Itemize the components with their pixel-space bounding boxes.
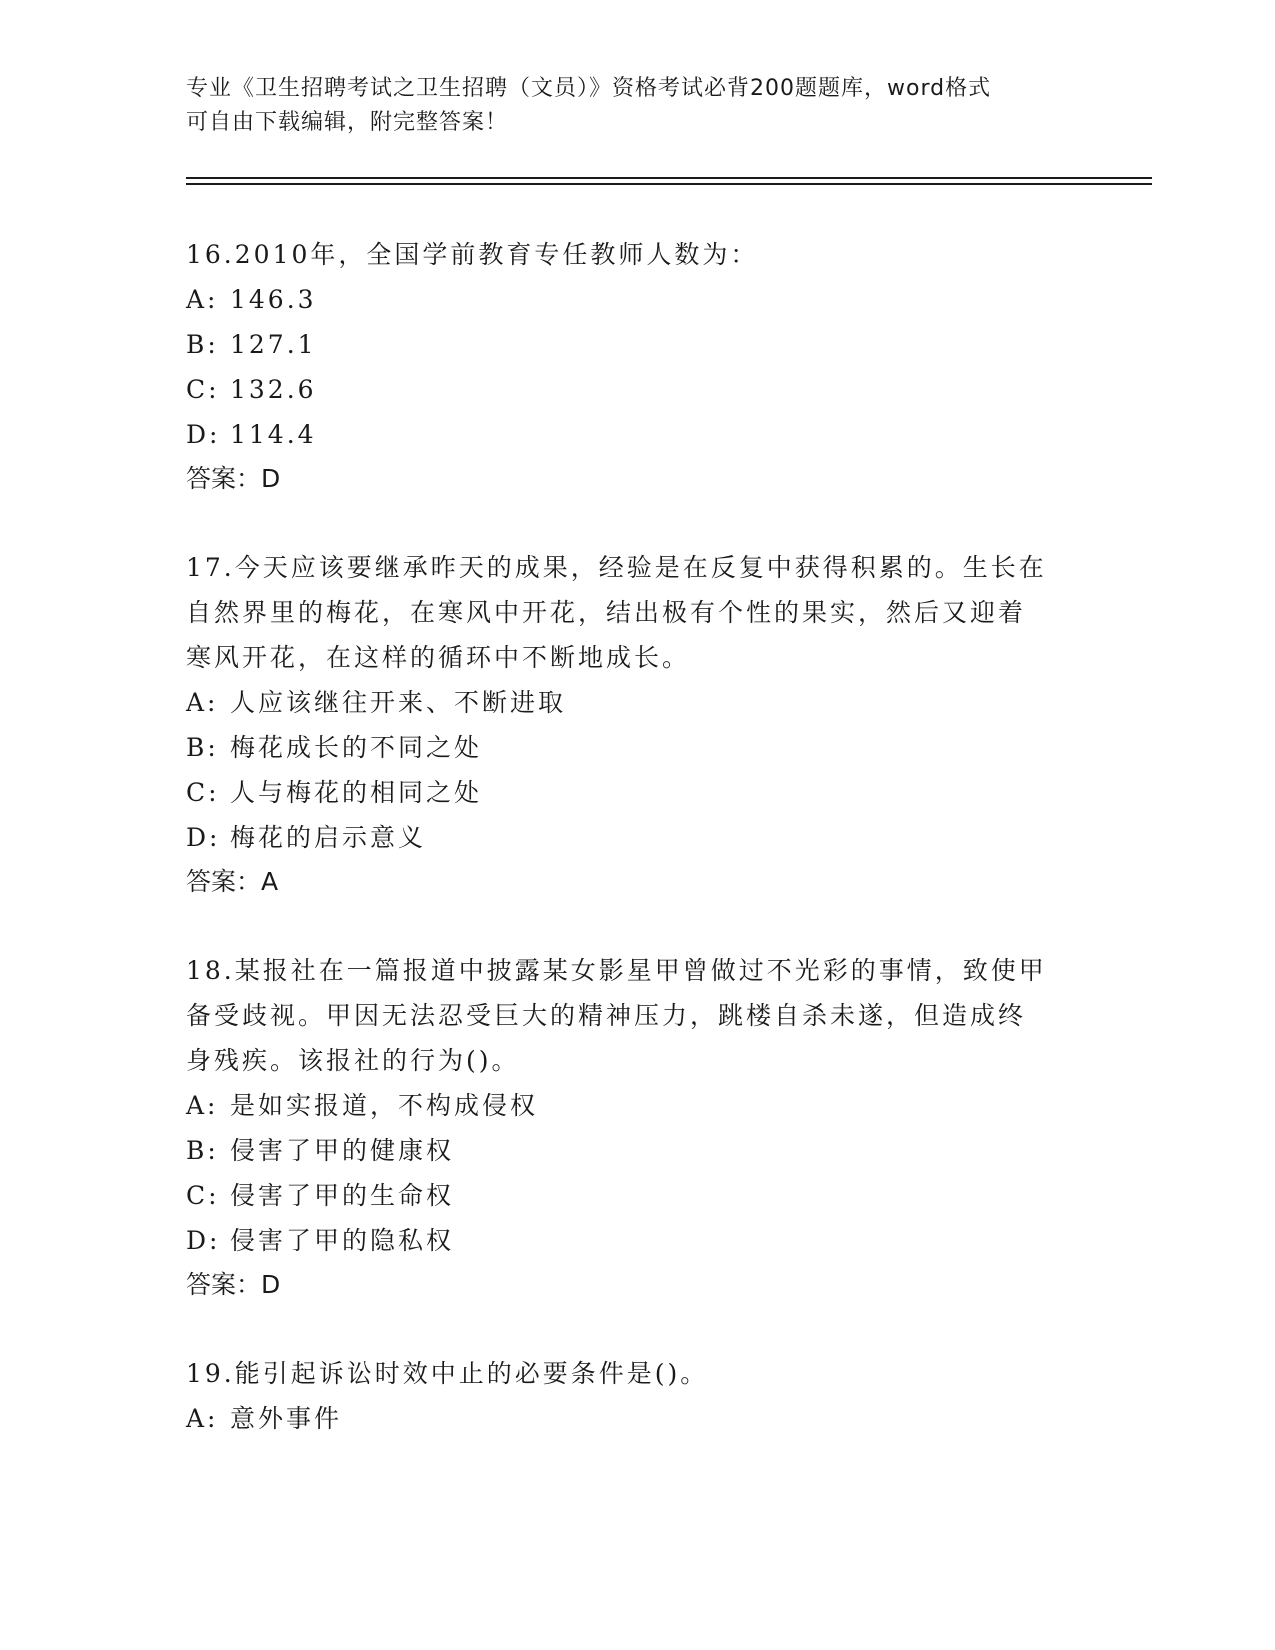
option-text: 人应该继往开来、不断进取: [230, 688, 567, 717]
option-c: [186, 770, 1086, 815]
question-stem-line: 自然界里的梅花，在寒风中开花，结出极有个性的果实，然后又迎着: [186, 598, 1027, 627]
option-c: [186, 1173, 1086, 1218]
option-text: 意外事件: [230, 1404, 343, 1433]
option-text: 侵害了甲的生命权: [230, 1181, 455, 1210]
option-key: C:: [186, 1181, 220, 1210]
option-text: 侵害了甲的健康权: [230, 1136, 455, 1165]
option-d: [186, 412, 1086, 457]
option-d: [186, 815, 1086, 860]
question-17: [186, 545, 1086, 904]
option-key: A:: [186, 285, 219, 314]
question-stem-line: 身残疾。该报社的行为()。: [186, 1046, 520, 1075]
option-a: [186, 1083, 1086, 1128]
option-text: 梅花成长的不同之处: [230, 733, 483, 762]
answer-line: 答案：D: [186, 464, 281, 493]
option-key: B:: [186, 1136, 219, 1165]
option-a: [186, 1396, 1086, 1441]
question-18: [186, 948, 1086, 1307]
option-text: 146.3: [230, 285, 317, 314]
option-key: B:: [186, 330, 219, 359]
option-text: 127.1: [230, 330, 317, 359]
option-key: C:: [186, 778, 220, 807]
option-key: D:: [186, 420, 221, 449]
option-c: [186, 367, 1086, 412]
option-b: [186, 725, 1086, 770]
option-text: 是如实报道，不构成侵权: [230, 1091, 539, 1120]
option-key: C:: [186, 375, 220, 404]
question-stem-line: 18.某报社在一篇报道中披露某女影星甲曾做过不光彩的事情，致使甲: [186, 956, 1047, 985]
question-16: [186, 232, 1086, 501]
question-stem-line: 19.能引起诉讼时效中止的必要条件是()。: [186, 1359, 709, 1388]
question-stem-line: 寒风开花，在这样的循环中不断地成长。: [186, 643, 691, 672]
option-key: B:: [186, 733, 219, 762]
question-stem-line: 16.2010年，全国学前教育专任教师人数为：: [186, 240, 759, 269]
header-title-line-2: 可自由下载编辑，附完整答案！: [186, 110, 509, 135]
option-d: [186, 1218, 1086, 1263]
option-a: [186, 277, 1086, 322]
answer-line: 答案：D: [186, 1270, 281, 1299]
option-text: 人与梅花的相同之处: [230, 778, 483, 807]
question-stem-line: 备受歧视。甲因无法忍受巨大的精神压力，跳楼自杀未遂，但造成终: [186, 1001, 1027, 1030]
option-text: 梅花的启示意义: [230, 823, 427, 852]
option-key: D:: [186, 1226, 221, 1255]
answer-line: 答案：A: [186, 867, 279, 896]
option-text: 132.6: [230, 375, 317, 404]
header-divider-top: [186, 177, 1152, 179]
document-header: [186, 72, 1066, 140]
question-19: [186, 1351, 1086, 1441]
option-b: [186, 322, 1086, 367]
option-key: A:: [186, 688, 219, 717]
option-b: [186, 1128, 1086, 1173]
option-text: 114.4: [230, 420, 317, 449]
option-key: A:: [186, 1091, 219, 1120]
header-title-line-1: 专业《卫生招聘考试之卫生招聘（文员）》资格考试必背200题题库，word格式: [186, 76, 992, 101]
question-stem-line: 17.今天应该要继承昨天的成果，经验是在反复中获得积累的。生长在: [186, 553, 1047, 582]
option-key: A:: [186, 1404, 219, 1433]
question-list: [186, 232, 1086, 1485]
option-text: 侵害了甲的隐私权: [230, 1226, 455, 1255]
option-key: D:: [186, 823, 221, 852]
option-a: [186, 680, 1086, 725]
header-divider-bottom: [186, 183, 1152, 185]
